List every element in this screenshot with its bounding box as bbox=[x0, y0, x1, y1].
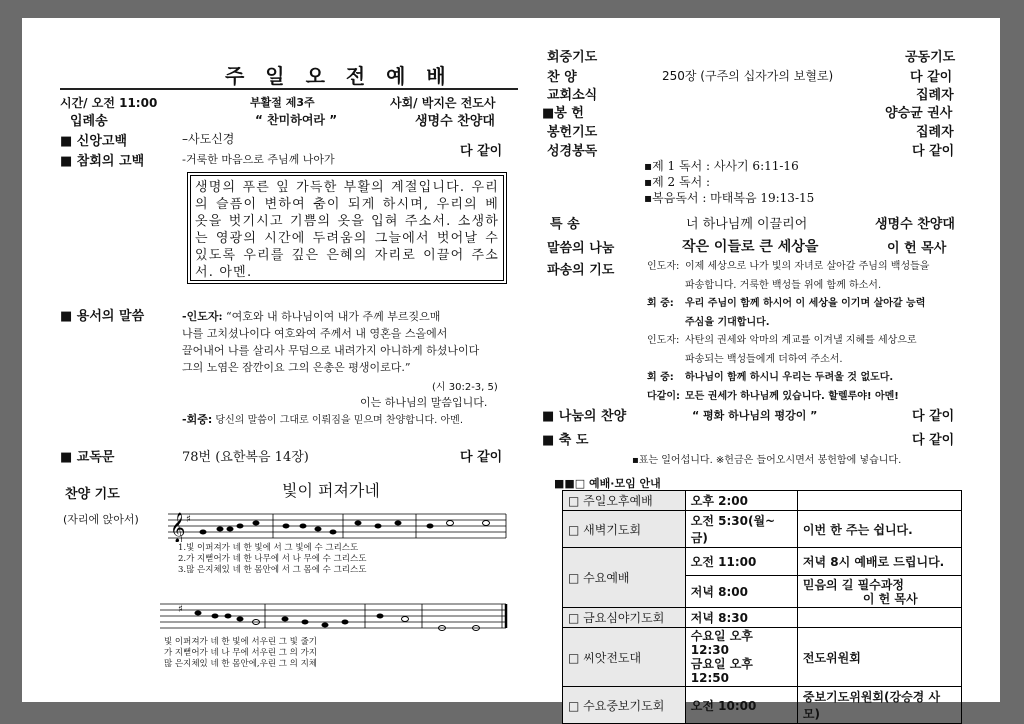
schedule-name: □ 수요예배 bbox=[563, 548, 686, 608]
sending-line-text: 모든 권세가 하나님께 있습니다. 할렐루야! 아멘! bbox=[685, 390, 899, 402]
schedule-time-line: 금요일 오후 12:50 bbox=[690, 657, 753, 685]
sending-line-text: 이제 세상으로 나가 빛의 자녀로 살아갈 주님의 백성들을 bbox=[685, 261, 930, 272]
table-row bbox=[563, 548, 962, 576]
order-by-3: 집례자 bbox=[916, 88, 954, 103]
pardon-line-1 bbox=[182, 308, 440, 324]
praise-by: 다 같이 bbox=[912, 409, 955, 424]
lyric-line: 가 지뻗어가 네 나 무에 서우린 그 의 가지 bbox=[164, 648, 317, 658]
schedule-note bbox=[797, 576, 961, 608]
schedule-title: ■■□ 예배·모임 안내 bbox=[554, 477, 661, 490]
lyric-line: 3.많 은지체있 네 한 몸안에 서 그 몸에 수 그리스도 bbox=[178, 565, 367, 575]
footnote: ▪표는 일어섭니다. ※헌금은 들어오시면서 봉헌함에 넣습니다. bbox=[632, 455, 902, 466]
bulletin-page bbox=[22, 18, 1000, 721]
table-row bbox=[563, 608, 962, 628]
blessing-label: ■ 축 도 bbox=[542, 433, 589, 448]
sending-line bbox=[647, 388, 929, 407]
schedule-note: 전도위원회 bbox=[797, 628, 961, 687]
lyric-line: 2.가 지뻗어가 네 한 나무에 서 나 무에 수 그리스도 bbox=[178, 554, 367, 564]
pardon-line-3: 끌어내어 나를 살리사 무덤으로 내려가지 아니하게 하셨나이다 bbox=[182, 344, 480, 357]
sending-line bbox=[647, 314, 929, 333]
pardon-reference: (시 30:2-3, 5) bbox=[432, 382, 498, 393]
creed-label: ■ 신앙고백 bbox=[60, 134, 128, 149]
svg-text:♯: ♯ bbox=[186, 514, 191, 525]
table-row bbox=[563, 628, 962, 687]
table-row bbox=[563, 511, 962, 548]
schedule-table bbox=[562, 490, 962, 724]
music-staff-1 bbox=[168, 506, 508, 542]
schedule-time: 오전 10:00 bbox=[685, 687, 797, 724]
hymn-title: 빛이 퍼져가네 bbox=[282, 481, 380, 500]
service-host: 사회/ 박지은 전도사 bbox=[390, 96, 496, 110]
svg-text:𝄞: 𝄞 bbox=[170, 513, 186, 542]
table-row bbox=[563, 491, 962, 511]
pardon-line-2: 나를 고치셨나이다 여호와여 주께서 내 영혼을 스올에서 bbox=[182, 327, 448, 340]
entrance-label: 입례송 bbox=[70, 114, 108, 129]
schedule-note: 저녁 8시 예배로 드립니다. bbox=[797, 548, 961, 576]
schedule-time: 저녁 8:00 bbox=[685, 576, 797, 608]
sending-line-text: 파송되는 백성들에게 더하여 주소서. bbox=[685, 353, 843, 365]
confession-desc: -거룩한 마음으로 주님께 나아가 bbox=[182, 153, 335, 166]
order-label-2: 찬 양 bbox=[547, 70, 577, 85]
pardon-congregation-tag: -회중: bbox=[182, 413, 213, 426]
confession-prayer-text: 생명의 푸른 잎 가득한 부활의 계절입니다. 우리의 슬픔이 변하여 춤이 되게 하시며, 우리의 베옷을 벗기시고 기쁨의 옷을 입혀 주소서. 소생하는 영광의 시간에 두려움의 그늘에서 벗어날 수 있도록 우리를 깊은 은혜의 자리로 이끌어 주소서. 아멘. bbox=[190, 175, 504, 281]
pardon-congregation bbox=[182, 411, 463, 427]
confession-label: ■ 참회의 고백 bbox=[60, 154, 145, 169]
sending-line bbox=[647, 258, 929, 277]
svg-text:♯: ♯ bbox=[178, 604, 183, 615]
sending-line-tag: 인도자: bbox=[647, 335, 680, 346]
creed-text: –사도신경 bbox=[182, 132, 235, 146]
schedule-note-line: 믿음의 길 필수과정 bbox=[802, 577, 904, 592]
schedule-name: □ 새벽기도회 bbox=[563, 511, 686, 548]
order-by-2: 다 같이 bbox=[910, 70, 953, 85]
responsive-label: ■ 교독문 bbox=[60, 450, 115, 465]
sending-line-tag: 회 중: bbox=[647, 372, 674, 383]
sending-line-tag: 다같이: bbox=[647, 390, 680, 402]
schedule-note bbox=[797, 491, 961, 511]
confession-by: 다 같이 bbox=[460, 144, 503, 159]
schedule-note: 이번 한 주는 쉽니다. bbox=[797, 511, 961, 548]
lyric-line: 빛 이퍼져가 네 한 빛에 서우린 그 빛 줄기 bbox=[164, 637, 317, 647]
pardon-label: ■ 용서의 말씀 bbox=[60, 309, 145, 324]
schedule-time: 오후 2:00 bbox=[685, 491, 797, 511]
sending-line bbox=[647, 277, 929, 296]
order-label-1: 회중기도 bbox=[547, 50, 598, 65]
sending-line bbox=[647, 295, 929, 314]
sermon-label: 말씀의 나눔 bbox=[547, 241, 615, 256]
schedule-time: 오전 5:30(월~금) bbox=[685, 511, 797, 548]
hymn-lyrics-2 bbox=[164, 637, 317, 670]
hymn-lyrics-1 bbox=[178, 543, 366, 576]
service-title: 주 일 오 전 예 배 bbox=[225, 64, 453, 88]
praise-song: “ 평화 하나님의 평강이 ” bbox=[692, 409, 818, 422]
sending-line bbox=[647, 332, 929, 351]
sending-label: 파송의 기도 bbox=[547, 263, 615, 278]
schedule-note-line: 이 헌 목사 bbox=[862, 591, 918, 606]
music-staff-2 bbox=[160, 596, 508, 636]
special-by: 생명수 찬양대 bbox=[875, 217, 955, 232]
scripture-readings bbox=[644, 158, 814, 206]
schedule-time bbox=[685, 628, 797, 687]
blessing-by: 다 같이 bbox=[912, 433, 955, 448]
lyric-line: 1.빛 이퍼져가 네 한 빛에 서 그 빛에 수 그리스도 bbox=[178, 543, 359, 553]
pardon-congregation-text: 당신의 말씀이 그대로 이뤄짐을 믿으며 찬양합니다. 아멘. bbox=[215, 415, 464, 426]
schedule-name: □ 씨앗전도대 bbox=[563, 628, 686, 687]
order-by-5: 집례자 bbox=[916, 125, 954, 140]
sermon-title: 작은 이들로 큰 세상을 bbox=[682, 239, 819, 255]
reading-gospel: ▪복음독서 : 마태복음 19:13-15 bbox=[644, 191, 815, 205]
schedule-time: 저녁 8:30 bbox=[685, 608, 797, 628]
sending-line-tag: 회 중: bbox=[647, 298, 674, 309]
order-mid-2: 250장 (구주의 십자가의 보혈로) bbox=[662, 69, 834, 83]
responsive-by: 다 같이 bbox=[460, 450, 503, 465]
liturgical-week: 부활절 제3주 bbox=[250, 96, 315, 109]
reading-second: ▪제 2 독서 : bbox=[644, 175, 711, 189]
order-label-6: 성경봉독 bbox=[547, 144, 598, 159]
service-time: 시간/ 오전 11:00 bbox=[60, 96, 158, 110]
hymn-note: (자리에 앉아서) bbox=[63, 513, 139, 526]
pardon-closing: 이는 하나님의 말씀입니다. bbox=[360, 396, 488, 409]
sending-line-tag: 인도자: bbox=[647, 261, 680, 272]
sending-line bbox=[647, 369, 929, 388]
sending-line-text: 하나님이 함께 하시니 우리는 두려울 것 없도다. bbox=[685, 372, 894, 383]
pardon-line-4: 그의 노염은 잠깐이요 그의 은총은 평생이로다.” bbox=[182, 361, 411, 374]
reading-first: ▪제 1 독서 : 사사기 6:11-16 bbox=[644, 159, 799, 173]
schedule-name: □ 금요심야기도회 bbox=[563, 608, 686, 628]
confession-prayer-box bbox=[187, 172, 507, 284]
sending-line-text: 우리 주님이 함께 하시어 이 세상을 이기며 살아갈 능력 bbox=[685, 298, 926, 309]
pardon-text-1: “여호와 내 하나님이여 내가 주께 부르짖으매 bbox=[226, 310, 441, 323]
order-label-3: 교회소식 bbox=[547, 88, 598, 103]
schedule-time: 오전 11:00 bbox=[685, 548, 797, 576]
sending-line-text: 파송합니다. 거룩한 백성들 위에 함께 하소서. bbox=[685, 279, 882, 291]
order-by-6: 다 같이 bbox=[912, 144, 955, 159]
hymn-label: 찬양 기도 bbox=[65, 487, 120, 502]
order-by-1: 공동기도 bbox=[905, 50, 956, 65]
special-label: 특 송 bbox=[550, 217, 580, 232]
schedule-name: □ 수요중보기도회 bbox=[563, 687, 686, 724]
schedule-name: □ 주일오후예배 bbox=[563, 491, 686, 511]
order-label-4: ■봉 헌 bbox=[542, 106, 584, 121]
responsive-text: 78번 (요한복음 14장) bbox=[182, 450, 309, 465]
title-rule bbox=[60, 88, 518, 90]
praise-label: ■ 나눔의 찬양 bbox=[542, 409, 627, 424]
sending-line-text: 주심을 기대합니다. bbox=[685, 316, 770, 328]
schedule-time-line: 수요일 오후 12:30 bbox=[690, 629, 753, 657]
order-label-5: 봉헌기도 bbox=[547, 125, 598, 140]
pardon-leader-tag: -인도자: bbox=[182, 310, 223, 323]
schedule-note bbox=[797, 608, 961, 628]
lyric-line: 많 은지체있 네 한 몸안에,우린 그 의 지체 bbox=[164, 659, 317, 669]
special-song: 너 하나님께 이끌리어 bbox=[686, 217, 808, 232]
sending-line-text: 사탄의 권세와 악마의 계교를 이겨낼 지혜를 세상으로 bbox=[685, 335, 917, 346]
entrance-by: 생명수 찬양대 bbox=[415, 114, 495, 129]
entrance-song: “ 찬미하여라 ” bbox=[255, 113, 338, 127]
sending-line bbox=[647, 351, 929, 370]
sending-prayer bbox=[647, 258, 929, 406]
order-by-4: 양승균 권사 bbox=[885, 106, 953, 121]
schedule-note: 중보기도위원회(강승경 사모) bbox=[797, 687, 961, 724]
table-row bbox=[563, 687, 962, 724]
sermon-by: 이 헌 목사 bbox=[887, 241, 947, 256]
